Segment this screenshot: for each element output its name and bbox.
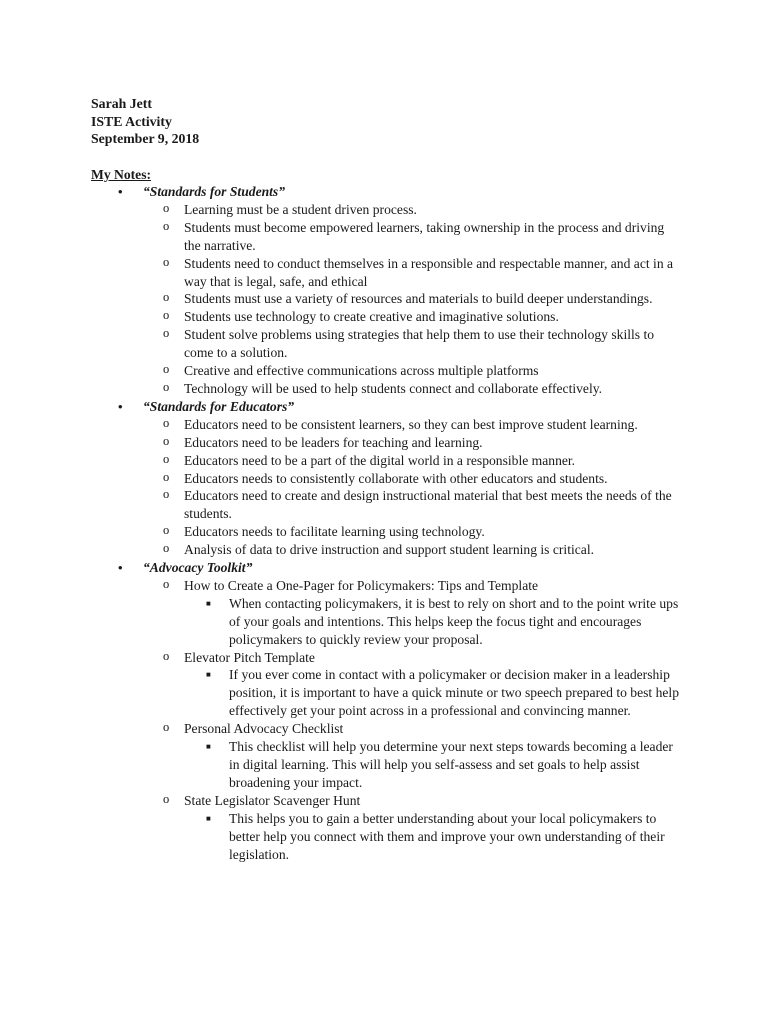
document-date: September 9, 2018: [91, 131, 200, 147]
item-text: Learning must be a student driven process.: [184, 201, 417, 217]
bullet-icon: •: [118, 560, 123, 576]
item-text: Technology will be used to help students connect and collaborate effectively.: [184, 380, 603, 396]
circle-bullet-icon: o: [163, 433, 170, 448]
sub-list-item: [0, 595, 679, 649]
item-text: State Legislator Scavenger Hunt: [184, 792, 361, 808]
circle-bullet-icon: o: [163, 308, 170, 323]
list-item: [0, 326, 684, 362]
list-item: [0, 470, 684, 488]
circle-bullet-icon: o: [163, 362, 170, 377]
item-text: Analysis of data to drive instruction and support student learning is critical.: [184, 542, 594, 558]
notes-outline: [0, 183, 768, 863]
list-item: [0, 201, 684, 219]
item-text: Educators need to be a part of the digital world in a responsible manner.: [184, 452, 576, 468]
bullet-icon: •: [118, 184, 123, 199]
circle-bullet-icon: o: [163, 218, 170, 233]
item-text: Personal Advocacy Checklist: [184, 721, 344, 737]
item-text: If you ever come in contact with a policymaker or decision maker in a leadership position, it is important to have a quick minute or two speech prepared to best help effectively get your point across in a professional and convincing manner.: [229, 667, 680, 719]
circle-bullet-icon: o: [163, 487, 170, 502]
list-item: [0, 487, 684, 523]
item-text: Educators need to be leaders for teaching and learning.: [184, 434, 483, 450]
item-text: Students must use a variety of resources and materials to build deeper understandings.: [184, 291, 653, 307]
item-text: “Standards for Educators”: [143, 398, 295, 414]
activity-title: ISTE Activity: [91, 113, 172, 129]
section-heading: [0, 183, 683, 201]
notes-heading: My Notes:: [91, 167, 152, 182]
circle-bullet-icon: o: [163, 326, 170, 341]
list-item: [0, 792, 684, 810]
item-text: Student solve problems using strategies that help them to use their technology skills to come to a solution.: [184, 327, 655, 361]
list-item: [0, 308, 684, 326]
circle-bullet-icon: o: [163, 200, 170, 215]
document-header: [91, 95, 199, 148]
item-text: Students must become empowered learners, taking ownership in the process and driving the narrative.: [184, 219, 665, 253]
list-item: [0, 255, 684, 291]
item-text: Educators needs to consistently collaborate with other educators and students.: [184, 470, 608, 486]
circle-bullet-icon: o: [163, 415, 170, 430]
circle-bullet-icon: o: [163, 648, 170, 663]
circle-bullet-icon: o: [163, 523, 170, 538]
item-text: Students use technology to create creative and imaginative solutions.: [184, 309, 559, 325]
list-item: [0, 290, 684, 308]
section-heading: [0, 398, 683, 416]
sub-list-item: [0, 738, 679, 792]
square-bullet-icon: ■: [206, 742, 211, 752]
list-item: [0, 523, 684, 541]
circle-bullet-icon: o: [163, 576, 170, 591]
item-text: How to Create a One-Pager for Policymakers: Tips and Template: [184, 577, 539, 593]
bullet-icon: •: [118, 398, 123, 414]
circle-bullet-icon: o: [163, 720, 170, 735]
item-text: “Standards for Students”: [143, 184, 286, 199]
list-item: [0, 380, 684, 398]
item-text: Educators need to create and design instructional material that best meets the needs of the students.: [184, 488, 672, 522]
item-text: This helps you to gain a better understanding about your local policymakers to better help you connect with them and improve your own understanding of their legislation.: [229, 810, 665, 862]
item-text: Educators needs to facilitate learning using technology.: [184, 524, 485, 540]
list-item: [0, 577, 684, 595]
list-item: [0, 362, 684, 380]
circle-bullet-icon: o: [163, 290, 170, 305]
item-text: Elevator Pitch Template: [184, 649, 315, 665]
square-bullet-icon: ■: [206, 598, 211, 608]
item-text: “Advocacy Toolkit”: [143, 560, 253, 576]
square-bullet-icon: ■: [206, 670, 211, 680]
circle-bullet-icon: o: [163, 469, 170, 484]
list-item: [0, 720, 684, 738]
circle-bullet-icon: o: [163, 791, 170, 806]
item-text: When contacting policymakers, it is best to rely on short and to the point write ups of your goals and intentions. This helps keep the focus tight and encourages policymakers to quickly review your proposal.: [229, 595, 679, 647]
circle-bullet-icon: o: [163, 451, 170, 466]
item-text: Students need to conduct themselves in a responsible and respectable manner, and act in a way that is legal, safe, and ethical: [184, 255, 674, 289]
circle-bullet-icon: o: [163, 379, 170, 394]
list-item: [0, 219, 684, 255]
sub-list-item: [0, 810, 679, 864]
section-heading: [0, 559, 683, 577]
author-name: Sarah Jett: [91, 96, 152, 111]
list-item: [0, 434, 684, 452]
item-text: This checklist will help you determine your next steps towards becoming a leader in digital learning. This will help you self-assess and set goals to help assist broadening your impact.: [229, 739, 673, 790]
list-item: [0, 452, 684, 470]
sub-list-item: [0, 666, 679, 720]
item-text: Creative and effective communications across multiple platforms: [184, 363, 539, 379]
item-text: Educators need to be consistent learners, so they can best improve student learning.: [184, 416, 638, 432]
square-bullet-icon: ■: [206, 813, 211, 823]
list-item: [0, 649, 684, 667]
list-item: [0, 541, 684, 559]
list-item: [0, 416, 684, 434]
circle-bullet-icon: o: [163, 254, 170, 269]
circle-bullet-icon: o: [163, 541, 170, 556]
